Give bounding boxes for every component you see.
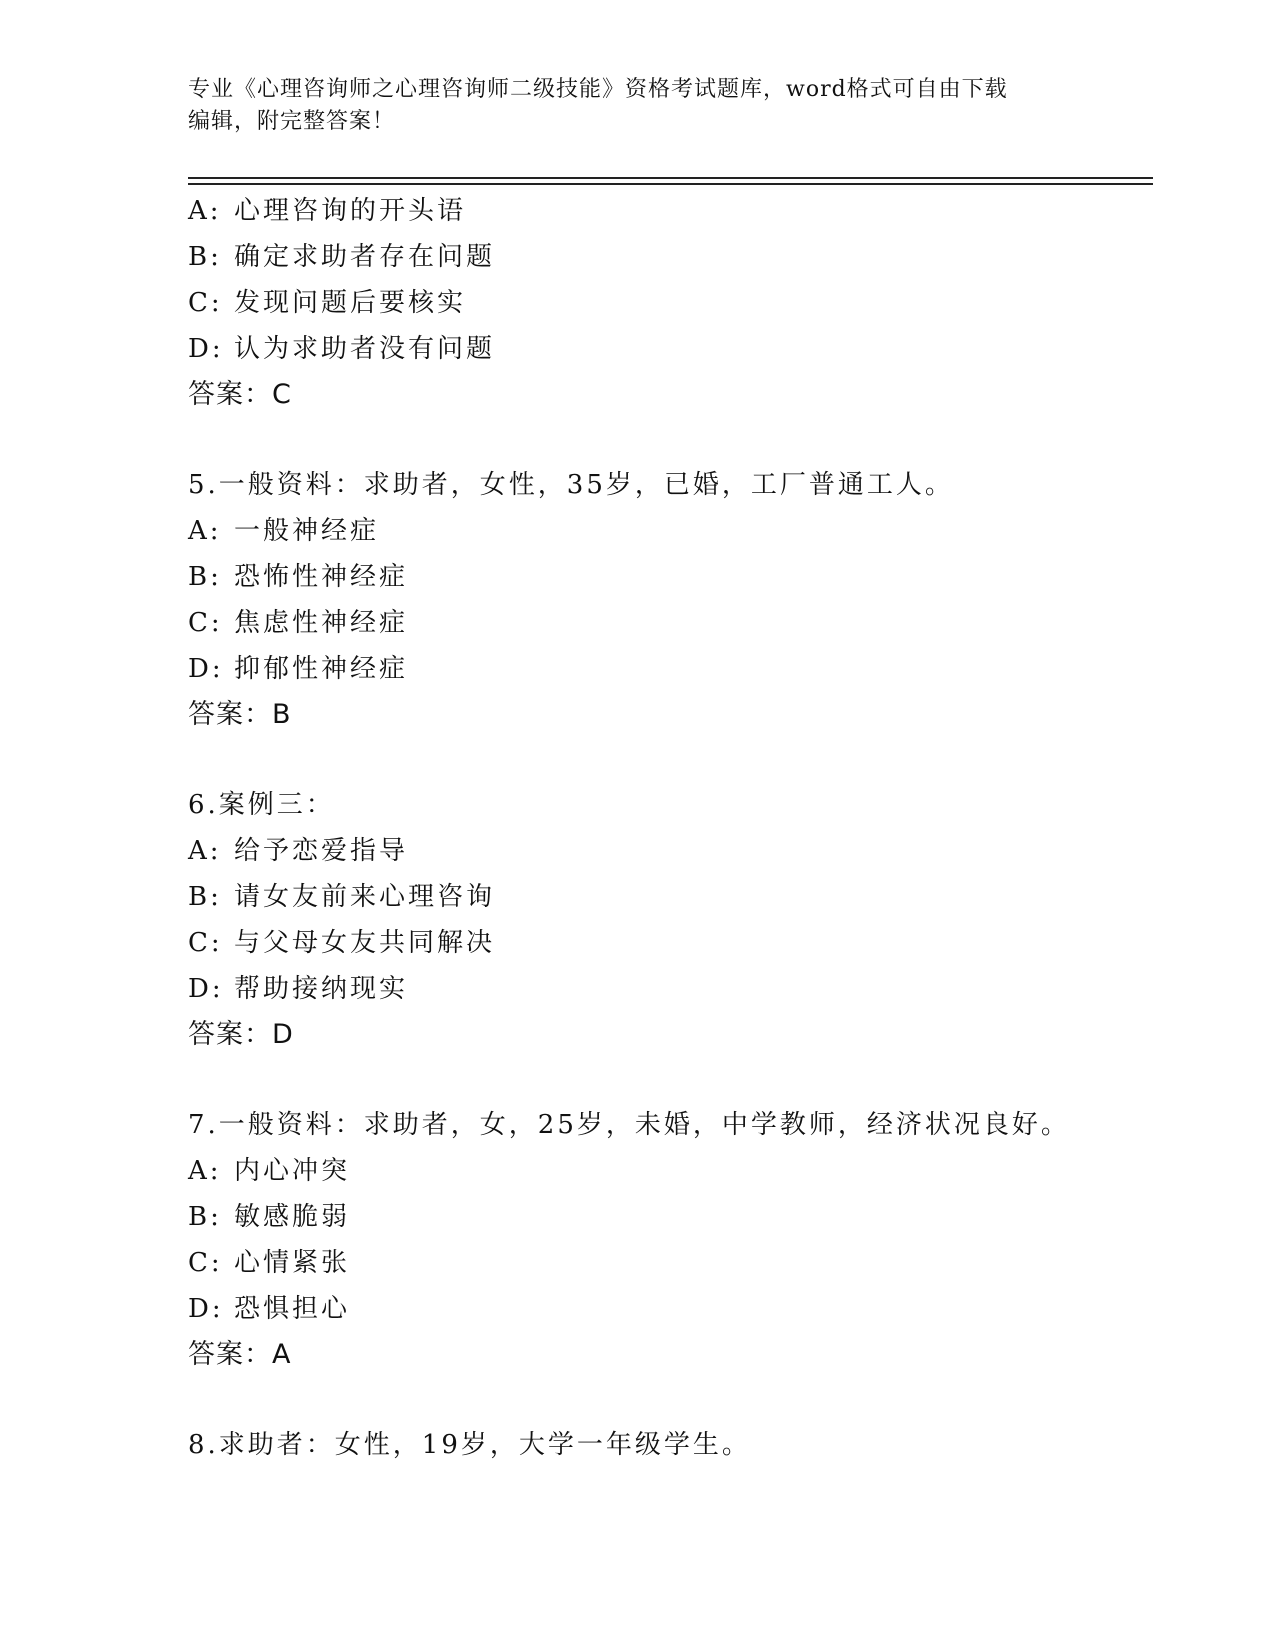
document-header (188, 74, 1088, 138)
option-key: B: (188, 562, 222, 592)
option-text: 抑郁性神经症 (234, 654, 409, 684)
question-block (188, 1422, 1153, 1468)
header-line-2: 编辑，附完整答案！ (188, 109, 396, 134)
block-spacer (188, 738, 1153, 782)
answer-line: 答案：D (188, 1019, 294, 1050)
option-text: 与父母女友共同解决 (234, 928, 496, 958)
option-c (188, 280, 1153, 326)
option-text: 焦虑性神经症 (234, 608, 409, 638)
option-c (188, 1240, 1153, 1286)
block-spacer (188, 1378, 1153, 1422)
block-spacer (188, 418, 1153, 462)
question-text: 5.一般资料：求助者，女性，35岁，已婚，工厂普通工人。 (188, 470, 954, 500)
option-key: A: (188, 516, 222, 546)
option-text: 内心冲突 (234, 1156, 351, 1186)
option-text: 认为求助者没有问题 (234, 334, 496, 364)
option-d (188, 326, 1153, 372)
option-d (188, 966, 1153, 1012)
option-key: C: (188, 1248, 223, 1278)
option-key: D: (188, 654, 224, 684)
option-text: 发现问题后要核实 (234, 288, 467, 318)
option-key: A: (188, 1156, 222, 1186)
option-key: B: (188, 1202, 222, 1232)
option-b (188, 234, 1153, 280)
option-key: C: (188, 928, 223, 958)
option-a (188, 188, 1153, 234)
answer-line: 答案：C (188, 379, 292, 410)
answer-line: 答案：B (188, 699, 292, 730)
option-key: D: (188, 974, 224, 1004)
option-c (188, 600, 1153, 646)
option-text: 心理咨询的开头语 (234, 196, 467, 226)
option-text: 一般神经症 (234, 516, 380, 546)
option-d (188, 646, 1153, 692)
answer-line: 答案：A (188, 1339, 292, 1370)
option-text: 心情紧张 (234, 1248, 351, 1278)
option-b (188, 554, 1153, 600)
header-line-1: 专业《心理咨询师之心理咨询师二级技能》资格考试题库，word格式可自由下载 (188, 77, 1008, 102)
option-b (188, 1194, 1153, 1240)
option-b (188, 874, 1153, 920)
question-block (188, 1102, 1153, 1378)
question-list (188, 188, 1153, 1468)
question-block (188, 782, 1153, 1058)
question-block (188, 188, 1153, 418)
option-text: 给予恋爱指导 (234, 836, 409, 866)
option-text: 敏感脆弱 (234, 1202, 351, 1232)
option-key: B: (188, 882, 222, 912)
option-key: A: (188, 836, 222, 866)
header-divider-bottom (188, 183, 1153, 185)
header-divider-top (188, 177, 1153, 179)
option-key: B: (188, 242, 222, 272)
option-text: 确定求助者存在问题 (234, 242, 496, 272)
option-key: D: (188, 1294, 224, 1324)
option-text: 恐惧担心 (234, 1294, 351, 1324)
option-key: C: (188, 608, 223, 638)
option-key: C: (188, 288, 223, 318)
block-spacer (188, 1058, 1153, 1102)
option-text: 帮助接纳现实 (234, 974, 409, 1004)
option-d (188, 1286, 1153, 1332)
option-a (188, 828, 1153, 874)
option-text: 恐怖性神经症 (234, 562, 409, 592)
option-a (188, 508, 1153, 554)
option-a (188, 1148, 1153, 1194)
option-c (188, 920, 1153, 966)
question-text: 8.求助者：女性，19岁，大学一年级学生。 (188, 1430, 751, 1460)
option-key: A: (188, 196, 222, 226)
question-text: 7.一般资料：求助者，女，25岁，未婚，中学教师，经济状况良好。 (188, 1110, 1070, 1140)
option-text: 请女友前来心理咨询 (234, 882, 496, 912)
question-text: 6.案例三： (188, 790, 335, 820)
option-key: D: (188, 334, 224, 364)
question-block (188, 462, 1153, 738)
